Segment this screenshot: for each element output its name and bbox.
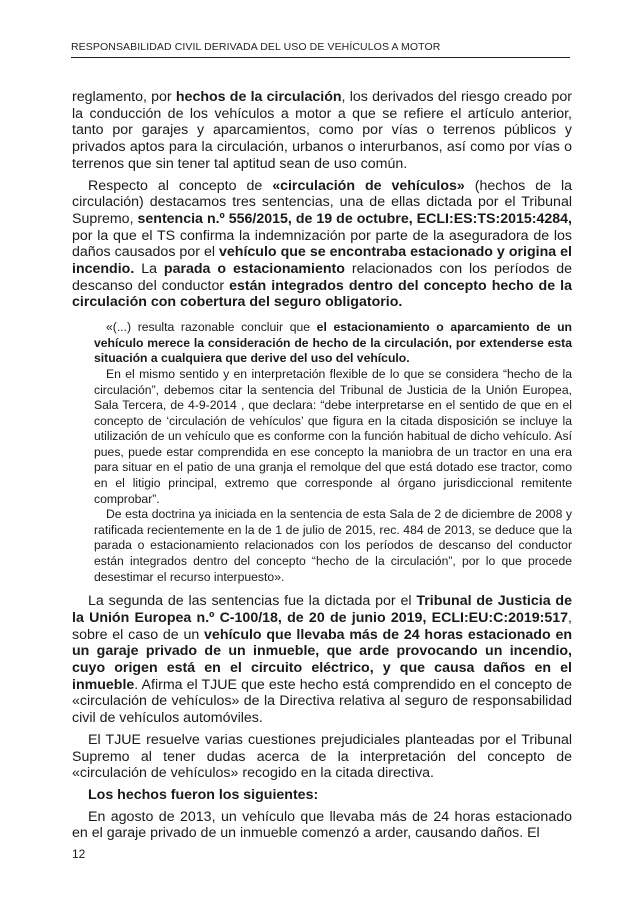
paragraph-4: El TJUE resuelve varias cuestiones prejudiciales planteadas por el Tribunal Supremo al tener dudas acerca de la interpretación del concepto de «circulación de vehículos» recogido en la citada directiva. <box>72 731 572 782</box>
paragraph-5-heading: Los hechos fueron los siguientes: <box>88 786 319 803</box>
paragraph-1: reglamento, por hechos de la circulación, los derivados del riesgo creado por la conducción de los vehículos a motor a que se refiere el artículo anterior, tanto por garajes y aparcamientos, como por vías o terrenos públicos y privados aptos para la circulación, urbanos o interurbanos, así como por vías o terrenos que sin tener tal aptitud sean de uso común. <box>72 89 572 172</box>
page-body <box>72 89 572 842</box>
paragraph-3: La segunda de las sentencias fue la dictada por el Tribunal de Justicia de la Unión Europea n.º C-100/18, de 20 de junio 2019, ECLI:EU:C:2019:517, sobre el caso de un vehículo que llevaba más de 24 horas estacionado en un garaje privado de un inmueble, que arde provocando un incendio, cuyo origen está en el circuito eléctrico, y que causa daños en el inmueble. Afirma el TJUE que este hecho está comprendido en el concepto de «circulación de vehículos» de la Directiva relativa al seguro de responsabilidad civil de vehículos automóviles. <box>72 593 572 727</box>
paragraph-2: Respecto al concepto de «circulación de vehículos» (hechos de la circulación) destacamos tres sentencias, una de ellas dictada por el Tribunal Supremo, sentencia n.º 556/2015, de 19 de octubre, ECLI:ES:TS:2015:4284, por la que el TS confirma la indemnización por parte de la aseguradora de los daños causados por el vehículo que se encontraba estacionado y origina el incendio. La parada o estacionamiento relacionados con los períodos de descanso del conductor están integrados dentro del concepto hecho de la circulación con cobertura del seguro obligatorio. <box>72 177 573 311</box>
quote-paragraph-3: De esta doctrina ya iniciada en la sentencia de esta Sala de 2 de diciembre de 2008 y ratificada recientemente en la de 1 de julio de 2015, rec. 484 de 2013, se deduce que la parada o estacionamiento relacionados con los períodos de descanso del conductor están integrados dentro del concepto “hecho de la circulación”, por lo que procede desestimar el recurso interpuesto». <box>94 507 572 584</box>
block-quote <box>94 320 572 585</box>
paragraph-6: En agosto de 2013, un vehículo que llevaba más de 24 horas estacionado en el garaje privado de un inmueble comenzó a arder, causando daños. El <box>72 808 572 842</box>
page-number: 12 <box>72 847 86 861</box>
quote-paragraph-1: «(...) resulta razonable concluir que el estacionamiento o aparcamiento de un vehículo merece la consideración de hecho de la circulación, por extenderse esta situación a cualquiera que derive del uso del vehículo. <box>94 320 572 366</box>
header-rule <box>71 57 570 58</box>
quote-paragraph-2: En el mismo sentido y en interpretación flexible de lo que se considera “hecho de la circulación”, debemos citar la sentencia del Tribunal de Justicia de la Unión Europea, Sala Tercera, de 4-9-2014 , que declara: “debe interpretarse en el sentido de que en el concepto de ‘circulación de vehículos’ que figura en la citada disposición se incluye la utilización de un vehículo que es conforme con la función habitual de dicho vehículo. Así pues, puede estar comprendida en ese concepto la maniobra de un tractor en una era para situar en el patio de una granja el remolque del que está dotado ese tractor, como en el litigio principal, extremo que corresponde al órgano jurisdiccional remitente comprobar”. <box>94 366 572 506</box>
running-header: RESPONSABILIDAD CIVIL DERIVADA DEL USO DE VEHÍCULOS A MOTOR <box>71 41 441 53</box>
